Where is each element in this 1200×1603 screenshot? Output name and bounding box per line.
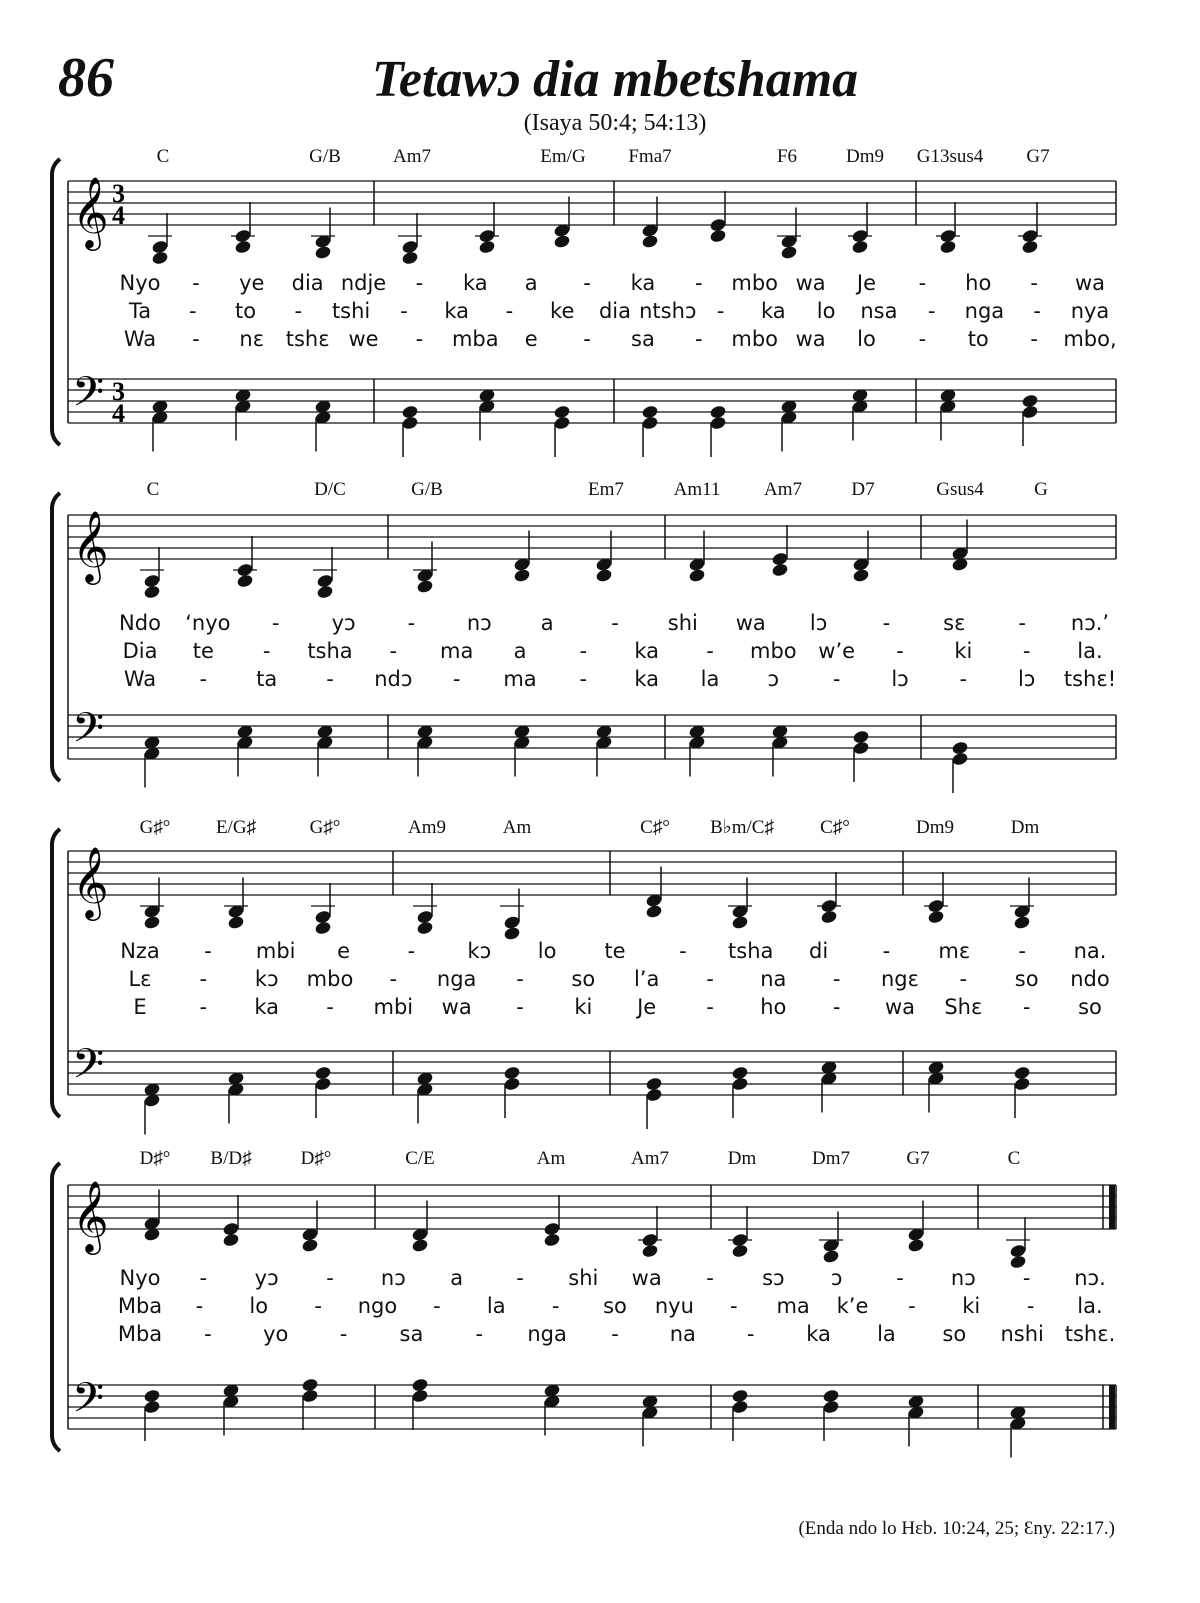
lyric-syllable: a	[540, 611, 554, 635]
lyric-hyphen: -	[1030, 271, 1038, 295]
lyric-hyphen: -	[433, 1294, 441, 1318]
treble-notehead	[641, 234, 659, 249]
lyric-hyphen: -	[832, 995, 841, 1019]
chord-symbol: Dm7	[812, 1148, 850, 1169]
lyric-syllable: E	[133, 995, 147, 1019]
lyric-syllable: yɔ	[331, 611, 356, 635]
lyric-syllable: shi	[568, 1266, 599, 1290]
lyric-syllable: Mba	[117, 1322, 163, 1346]
treble-notehead	[822, 1249, 840, 1264]
lyric-syllable: nshi	[1000, 1322, 1044, 1346]
treble-notehead	[401, 250, 419, 265]
lyric-syllable: so	[1014, 967, 1039, 991]
lyric-syllable: te	[604, 939, 626, 963]
lyric-syllable: tshɛ.	[1064, 1322, 1116, 1346]
lyric-hyphen: -	[389, 639, 398, 663]
lyric-hyphen: -	[695, 271, 703, 295]
lyric-syllable: te	[192, 639, 214, 663]
lyric-syllable: ki	[962, 1294, 981, 1318]
lyric-hyphen: -	[882, 939, 891, 963]
chord-symbol: B♭m/C♯	[710, 817, 774, 838]
chord-symbol: G7	[1026, 146, 1050, 167]
bass-clef: 𝄢	[72, 704, 105, 762]
system-bracket	[52, 1163, 60, 1451]
lyric-hyphen: -	[505, 299, 514, 323]
treble-notehead	[227, 915, 245, 930]
treble-notehead	[731, 1243, 749, 1258]
lyric-syllable: ho	[965, 271, 992, 295]
lyric-syllable: a	[513, 639, 527, 663]
treble-notehead	[907, 1238, 925, 1253]
lyric-syllable: nɔ.’	[1070, 611, 1110, 635]
lyric-syllable: lo	[249, 1294, 269, 1318]
lyric-hyphen: -	[746, 1322, 755, 1346]
lyric-syllable: Wa	[123, 327, 157, 351]
lyric-hyphen: -	[326, 667, 334, 691]
lyric-hyphen: -	[1026, 1294, 1035, 1318]
chord-symbol: Am11	[673, 479, 721, 500]
treble-notehead	[709, 228, 727, 243]
lyric-syllable: dia	[291, 271, 324, 295]
lyric-syllable: na	[669, 1322, 696, 1346]
lyric-hyphen: -	[959, 967, 968, 991]
chord-symbol: Am7	[764, 479, 802, 500]
lyric-syllable: ki	[574, 995, 593, 1019]
lyric-syllable: nɔ	[950, 1266, 976, 1290]
lyric-syllable: nsa	[860, 299, 898, 323]
lyric-syllable: sɔ	[762, 1266, 785, 1290]
time-signature-bottom: 4	[112, 201, 125, 230]
lyric-syllable: we	[348, 327, 379, 351]
lyric-syllable: la	[877, 1322, 896, 1346]
lyric-syllable: ka	[444, 299, 470, 323]
treble-notehead	[416, 920, 434, 935]
chord-symbol: G♯°	[139, 817, 171, 838]
lyric-hyphen: -	[611, 611, 619, 635]
lyric-syllable: nya	[1070, 299, 1110, 323]
treble-notehead	[314, 920, 332, 935]
lyric-syllable: so	[603, 1294, 627, 1318]
lyric-syllable: na.	[1073, 939, 1107, 963]
treble-notehead	[143, 584, 161, 599]
chord-symbol: Fma7	[628, 146, 672, 167]
lyric-syllable: shi	[667, 611, 698, 635]
footnote: (Enda ndo lo Hɛb. 10:24, 25; Ɛny. 22:17.)	[798, 1518, 1115, 1539]
bass-clef: 𝄢	[72, 368, 105, 426]
chord-symbol: G	[1034, 479, 1048, 500]
lyric-syllable: sa	[631, 327, 655, 351]
system-bracket	[52, 829, 60, 1117]
lyric-syllable: ki	[954, 639, 973, 663]
treble-notehead	[731, 915, 749, 930]
lyric-syllable: mbo	[731, 327, 779, 351]
lyric-hyphen: -	[1022, 639, 1031, 663]
chord-symbol: G♯°	[309, 817, 341, 838]
lyric-hyphen: -	[1033, 299, 1042, 323]
treble-notehead	[1013, 915, 1031, 930]
chord-symbol: E/G♯	[215, 817, 257, 838]
lyric-syllable: lɔ	[891, 667, 909, 691]
treble-notehead	[641, 1243, 659, 1258]
system-bracket	[52, 493, 60, 781]
lyric-hyphen: -	[579, 667, 588, 691]
lyric-syllable: Je	[856, 271, 877, 295]
lyric-hyphen: -	[294, 299, 303, 323]
chord-symbol: B/D♯	[210, 1148, 252, 1169]
lyric-syllable: Nyo	[119, 1266, 161, 1290]
lyric-syllable: wa	[631, 1266, 662, 1290]
treble-notehead	[478, 239, 496, 254]
lyric-syllable: wa	[441, 995, 472, 1019]
lyric-syllable: ka	[634, 667, 660, 691]
chord-symbol: C	[146, 479, 160, 500]
chord-symbol: C♯°	[820, 817, 850, 838]
chord-symbol: C/E	[405, 1148, 435, 1169]
lyric-syllable: tshi	[331, 299, 371, 323]
lyric-syllable: ka	[760, 299, 786, 323]
lyric-syllable: ka	[254, 995, 280, 1019]
treble-notehead	[780, 245, 798, 260]
lyric-hyphen: -	[192, 327, 200, 351]
final-barline	[1109, 1385, 1115, 1429]
lyric-syllable: lɔ	[1017, 667, 1036, 691]
lyric-syllable: mbi	[255, 939, 296, 963]
lyric-syllable: wa	[795, 327, 826, 351]
lyric-syllable: w’e	[818, 639, 856, 663]
lyric-hyphen: -	[583, 271, 591, 295]
treble-notehead	[852, 568, 870, 583]
treble-notehead	[143, 915, 161, 930]
lyric-syllable: ndo	[1070, 967, 1110, 991]
lyric-syllable: nyu	[654, 1294, 694, 1318]
lyric-syllable: di	[808, 939, 829, 963]
lyric-syllable: ngo	[357, 1294, 398, 1318]
chord-symbol: C♯°	[640, 817, 670, 838]
bass-clef: 𝄢	[72, 1374, 105, 1432]
chord-symbol: G13sus4	[916, 146, 984, 167]
chord-symbol: Gsus4	[936, 479, 984, 500]
lyric-hyphen: -	[579, 639, 588, 663]
chord-symbol: C	[1007, 1148, 1021, 1169]
lyric-syllable: ɔ	[830, 1266, 843, 1290]
lyric-hyphen: -	[204, 1322, 212, 1346]
lyric-syllable: lo	[537, 939, 557, 963]
lyric-hyphen: -	[1022, 995, 1031, 1019]
chord-symbol: Em/G	[540, 146, 586, 167]
lyric-syllable: sa	[399, 1322, 424, 1346]
lyric-hyphen: -	[832, 667, 841, 691]
lyric-hyphen: -	[262, 639, 271, 663]
treble-notehead	[222, 1232, 240, 1247]
lyric-syllable: sɛ	[943, 611, 966, 635]
lyric-syllable: a	[450, 1266, 464, 1290]
treble-notehead	[503, 926, 521, 941]
lyric-hyphen: -	[695, 327, 703, 351]
lyric-syllable: ma	[503, 667, 537, 691]
lyric-hyphen: -	[716, 299, 725, 323]
lyric-syllable: la	[486, 1294, 506, 1318]
lyric-syllable: wa	[1074, 271, 1106, 295]
treble-notehead	[513, 568, 531, 583]
bass-clef: 𝄢	[72, 1040, 105, 1098]
lyric-syllable: ndje	[340, 271, 387, 295]
lyric-syllable: na	[760, 967, 787, 991]
lyric-syllable: Wa	[123, 667, 157, 691]
lyric-syllable: nga	[527, 1322, 567, 1346]
lyric-hyphen: -	[896, 1266, 904, 1290]
lyric-syllable: nɔ.	[1074, 1266, 1106, 1290]
lyric-hyphen: -	[959, 667, 968, 691]
lyric-hyphen: -	[908, 1294, 916, 1318]
lyric-hyphen: -	[706, 967, 714, 991]
lyric-syllable: wa	[884, 995, 916, 1019]
chord-symbol: D7	[851, 479, 875, 500]
treble-notehead	[314, 245, 332, 260]
lyric-syllable: ntshɔ	[639, 299, 697, 323]
chord-symbol: Dm9	[846, 146, 884, 167]
lyric-syllable: la	[700, 667, 720, 691]
lyric-syllable: Nza	[120, 939, 160, 963]
treble-clef: 𝄞	[72, 845, 109, 918]
treble-notehead	[771, 562, 789, 577]
time-signature-bottom: 4	[112, 399, 125, 428]
lyric-syllable: to	[967, 327, 989, 351]
lyric-hyphen: -	[918, 271, 927, 295]
lyric-syllable: tsha	[307, 639, 353, 663]
lyric-hyphen: -	[339, 1322, 348, 1346]
lyric-hyphen: -	[516, 1266, 524, 1290]
treble-notehead	[416, 579, 434, 594]
lyric-syllable: so	[1078, 995, 1102, 1019]
lyric-hyphen: -	[475, 1322, 484, 1346]
treble-notehead	[688, 568, 706, 583]
lyric-syllable: ma	[440, 639, 474, 663]
lyric-syllable: k’e	[836, 1294, 869, 1318]
lyric-syllable: ɔ	[767, 667, 780, 691]
treble-notehead	[927, 909, 945, 924]
treble-notehead	[645, 904, 663, 919]
lyric-hyphen: -	[400, 299, 408, 323]
lyric-syllable: Mba	[117, 1294, 163, 1318]
chord-symbol: F6	[776, 146, 798, 167]
treble-clef: 𝄞	[72, 175, 109, 248]
lyric-syllable: ‘nyo	[185, 611, 231, 635]
lyric-syllable: ho	[760, 995, 787, 1019]
treble-notehead	[151, 250, 169, 265]
lyric-syllable: ye	[239, 271, 265, 295]
lyric-syllable: ndɔ	[374, 667, 413, 691]
lyric-syllable: mbo	[306, 967, 354, 991]
chord-symbol: C	[156, 146, 170, 167]
lyric-hyphen: -	[407, 939, 416, 963]
lyric-syllable: Ndo	[119, 611, 161, 635]
lyric-syllable: la.	[1077, 639, 1103, 663]
chord-symbol: D♯°	[300, 1148, 332, 1169]
chord-symbol: Am7	[393, 146, 431, 167]
lyric-syllable: nɔ	[380, 1266, 406, 1290]
lyric-syllable: ka	[634, 639, 660, 663]
lyric-hyphen: -	[195, 1294, 204, 1318]
lyric-hyphen: -	[452, 667, 461, 691]
scripture-reference: (Isaya 50:4; 54:13)	[523, 110, 707, 136]
lyric-syllable: e	[524, 327, 538, 351]
lyric-syllable: nga	[964, 299, 1005, 323]
lyric-syllable: nɔ	[466, 611, 492, 635]
final-barline	[1109, 1185, 1115, 1229]
treble-notehead	[595, 568, 613, 583]
lyric-hyphen: -	[551, 1294, 560, 1318]
lyric-syllable: so	[571, 967, 596, 991]
lyric-syllable: ka	[630, 271, 656, 295]
lyric-syllable: ke	[550, 299, 575, 323]
lyric-syllable: nga	[436, 967, 477, 991]
lyric-syllable: mbo,	[1063, 327, 1117, 351]
treble-notehead	[411, 1238, 429, 1253]
lyric-syllable: ka	[462, 271, 488, 295]
chord-symbol: G/B	[411, 479, 443, 500]
lyric-syllable: kɔ	[467, 939, 492, 963]
lyric-syllable: lo	[816, 299, 836, 323]
chord-symbol: Dm	[727, 1148, 757, 1169]
lyric-hyphen: -	[516, 967, 524, 991]
lyric-hyphen: -	[415, 271, 424, 295]
chord-symbol: Dm9	[916, 817, 954, 838]
lyric-syllable: Dia	[122, 639, 158, 663]
treble-notehead	[236, 573, 254, 588]
lyric-hyphen: -	[271, 611, 280, 635]
lyric-hyphen: -	[188, 299, 197, 323]
lyric-syllable: Shɛ	[944, 995, 983, 1019]
lyric-syllable: Lɛ	[128, 967, 152, 991]
lyric-syllable: l’a	[633, 967, 660, 991]
lyric-syllable: la.	[1077, 1294, 1103, 1318]
lyric-hyphen: -	[326, 995, 334, 1019]
lyric-syllable: lo	[857, 327, 876, 351]
lyric-syllable: kɔ	[254, 967, 279, 991]
lyric-syllable: e	[337, 939, 351, 963]
lyric-syllable: tshɛ	[285, 327, 330, 351]
lyric-hyphen: -	[927, 299, 936, 323]
treble-notehead	[851, 239, 869, 254]
lyric-hyphen: -	[832, 967, 841, 991]
lyric-hyphen: -	[204, 939, 212, 963]
chord-symbol: G/B	[309, 146, 341, 167]
chord-symbol: Am	[502, 817, 532, 838]
lyric-syllable: ma	[776, 1294, 810, 1318]
lyric-hyphen: -	[1030, 327, 1038, 351]
chord-symbol: Dm	[1010, 817, 1040, 838]
lyric-syllable: mbo	[750, 639, 797, 663]
treble-notehead	[316, 584, 334, 599]
treble-notehead	[234, 239, 252, 254]
lyric-hyphen: -	[1018, 939, 1026, 963]
lyric-syllable: yɔ	[254, 1266, 279, 1290]
treble-clef: 𝄞	[72, 509, 109, 582]
chord-symbol: Am7	[631, 1148, 669, 1169]
lyric-syllable: tsha	[728, 939, 774, 963]
lyric-hyphen: -	[199, 995, 208, 1019]
lyric-hyphen: -	[611, 1322, 619, 1346]
time-signature-top: 3	[112, 377, 125, 406]
treble-notehead	[1021, 239, 1039, 254]
lyric-hyphen: -	[516, 995, 524, 1019]
treble-clef: 𝄞	[72, 1179, 109, 1252]
treble-notehead	[301, 1238, 319, 1253]
lyric-syllable: so	[942, 1322, 967, 1346]
chord-symbol: Am9	[408, 817, 446, 838]
lyric-syllable: mbo	[731, 271, 779, 295]
lyric-syllable: tshɛ!	[1063, 667, 1117, 691]
lyric-syllable: ka	[806, 1322, 831, 1346]
lyric-hyphen: -	[326, 1266, 334, 1290]
lyric-hyphen: -	[706, 995, 714, 1019]
lyric-syllable: to	[235, 299, 257, 323]
lyric-syllable: yo	[263, 1322, 289, 1346]
system-bracket	[52, 159, 60, 445]
lyric-syllable: wa	[735, 611, 766, 635]
lyric-syllable: Ta	[128, 299, 152, 323]
chord-symbol: Am	[536, 1148, 566, 1169]
lyric-syllable: mba	[451, 327, 499, 351]
lyric-hyphen: -	[192, 271, 200, 295]
lyric-syllable: mɛ	[938, 939, 971, 963]
lyric-syllable: lɔ	[809, 611, 828, 635]
lyric-hyphen: -	[389, 967, 398, 991]
lyric-hyphen: -	[407, 611, 416, 635]
chord-symbol: Em7	[588, 479, 624, 500]
lyric-hyphen: -	[679, 939, 687, 963]
chord-symbol: D/C	[314, 479, 346, 500]
lyric-syllable: wa	[795, 271, 826, 295]
treble-notehead	[939, 239, 957, 254]
hymn-title: Tetawɔ dia mbetshama	[371, 51, 859, 108]
lyric-hyphen: -	[918, 327, 927, 351]
hymn-number: 86	[58, 47, 114, 109]
lyric-syllable: ta	[256, 667, 278, 691]
lyric-syllable: dia	[598, 299, 632, 323]
chord-symbol: G7	[906, 1148, 930, 1169]
lyric-hyphen: -	[706, 1266, 714, 1290]
lyric-syllable: Je	[637, 995, 657, 1019]
lyric-hyphen: -	[314, 1294, 322, 1318]
lyric-hyphen: -	[729, 1294, 738, 1318]
lyric-hyphen: -	[882, 611, 891, 635]
lyric-syllable: ngɛ	[881, 967, 919, 991]
lyric-syllable: a	[524, 271, 538, 295]
lyric-syllable: Nyo	[119, 271, 161, 295]
lyric-syllable: nɛ	[239, 327, 265, 351]
lyric-hyphen: -	[1018, 611, 1026, 635]
treble-notehead	[553, 234, 571, 249]
chord-symbol: D♯°	[139, 1148, 171, 1169]
lyric-hyphen: -	[1022, 1266, 1031, 1290]
treble-notehead	[543, 1232, 561, 1247]
lyric-syllable: mbi	[373, 995, 414, 1019]
treble-notehead	[820, 909, 838, 924]
lyric-hyphen: -	[415, 327, 424, 351]
lyric-hyphen: -	[199, 1266, 208, 1290]
lyric-hyphen: -	[583, 327, 591, 351]
lyric-hyphen: -	[199, 667, 208, 691]
time-signature-top: 3	[112, 179, 125, 208]
lyric-hyphen: -	[706, 639, 714, 663]
lyric-hyphen: -	[896, 639, 904, 663]
lyric-hyphen: -	[199, 967, 208, 991]
